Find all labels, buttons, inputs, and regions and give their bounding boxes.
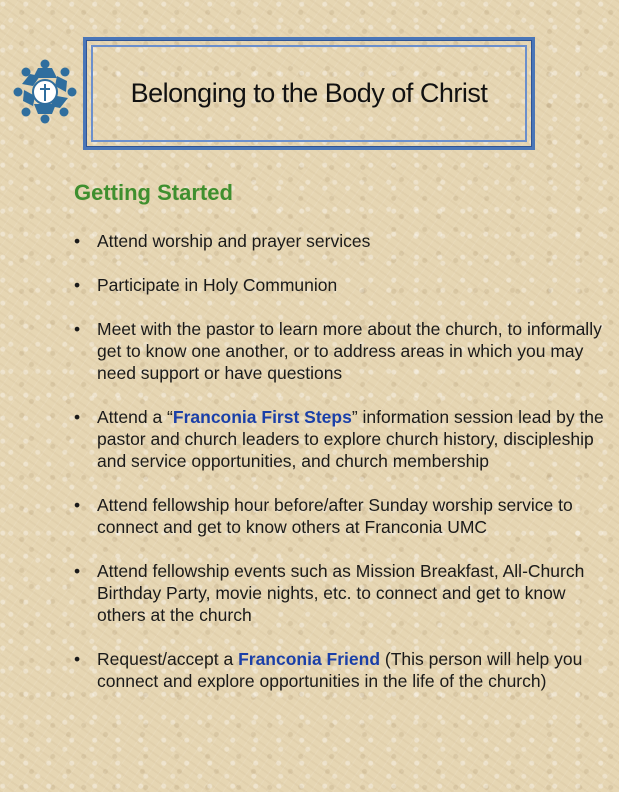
highlight-franconia-first-steps: Franconia First Steps (172, 407, 352, 427)
bullet-list (74, 230, 604, 714)
list-item-first-steps (74, 406, 604, 472)
list-item-fellowship-hour (74, 494, 604, 538)
bullet-icon: • (74, 319, 81, 339)
bullet-icon: • (74, 275, 81, 295)
bullet-icon: • (74, 649, 81, 669)
page-title: Belonging to the Body of Christ (130, 78, 488, 108)
bullet-icon: • (74, 561, 81, 581)
list-item-text: Attend fellowship hour before/after Sunday worship service to connect and get to know others at Franconia UMC (97, 495, 573, 537)
bullet-icon: • (74, 231, 81, 251)
list-item-text: Participate in Holy Communion (97, 275, 338, 295)
list-item-text-after: (This person will help you connect and explore opportunities in the life of the church) (97, 649, 583, 691)
list-item-meet-pastor (74, 318, 604, 384)
church-logo-icon (10, 56, 80, 126)
list-item-text-before: Attend a “ (97, 407, 173, 427)
list-item-text: Meet with the pastor to learn more about the church, to informally get to know one another, or to address areas in which you may need support or have questions (97, 319, 602, 383)
list-item-text: Attend fellowship events such as Mission Breakfast, All-Church Birthday Party, movie nights, etc. to connect and get to know others at the church (97, 561, 585, 625)
list-item-text-after: ” information session lead by the pastor and church leaders to explore church history, discipleship and service opportunities, and church membership (97, 407, 604, 471)
bullet-icon: • (74, 407, 81, 427)
list-item-text-before: Request/accept a (97, 649, 239, 669)
list-item-fellowship-events (74, 560, 604, 626)
list-item-text: Attend worship and prayer services (97, 231, 371, 251)
section-heading: Getting Started (74, 180, 233, 205)
highlight-franconia-friend: Franconia Friend (238, 649, 381, 669)
title-frame-inner (91, 45, 527, 142)
list-item-communion (74, 274, 604, 296)
title-frame (83, 37, 535, 150)
bullet-icon: • (74, 495, 81, 515)
list-item-worship (74, 230, 604, 252)
list-item-franconia-friend (74, 648, 604, 692)
